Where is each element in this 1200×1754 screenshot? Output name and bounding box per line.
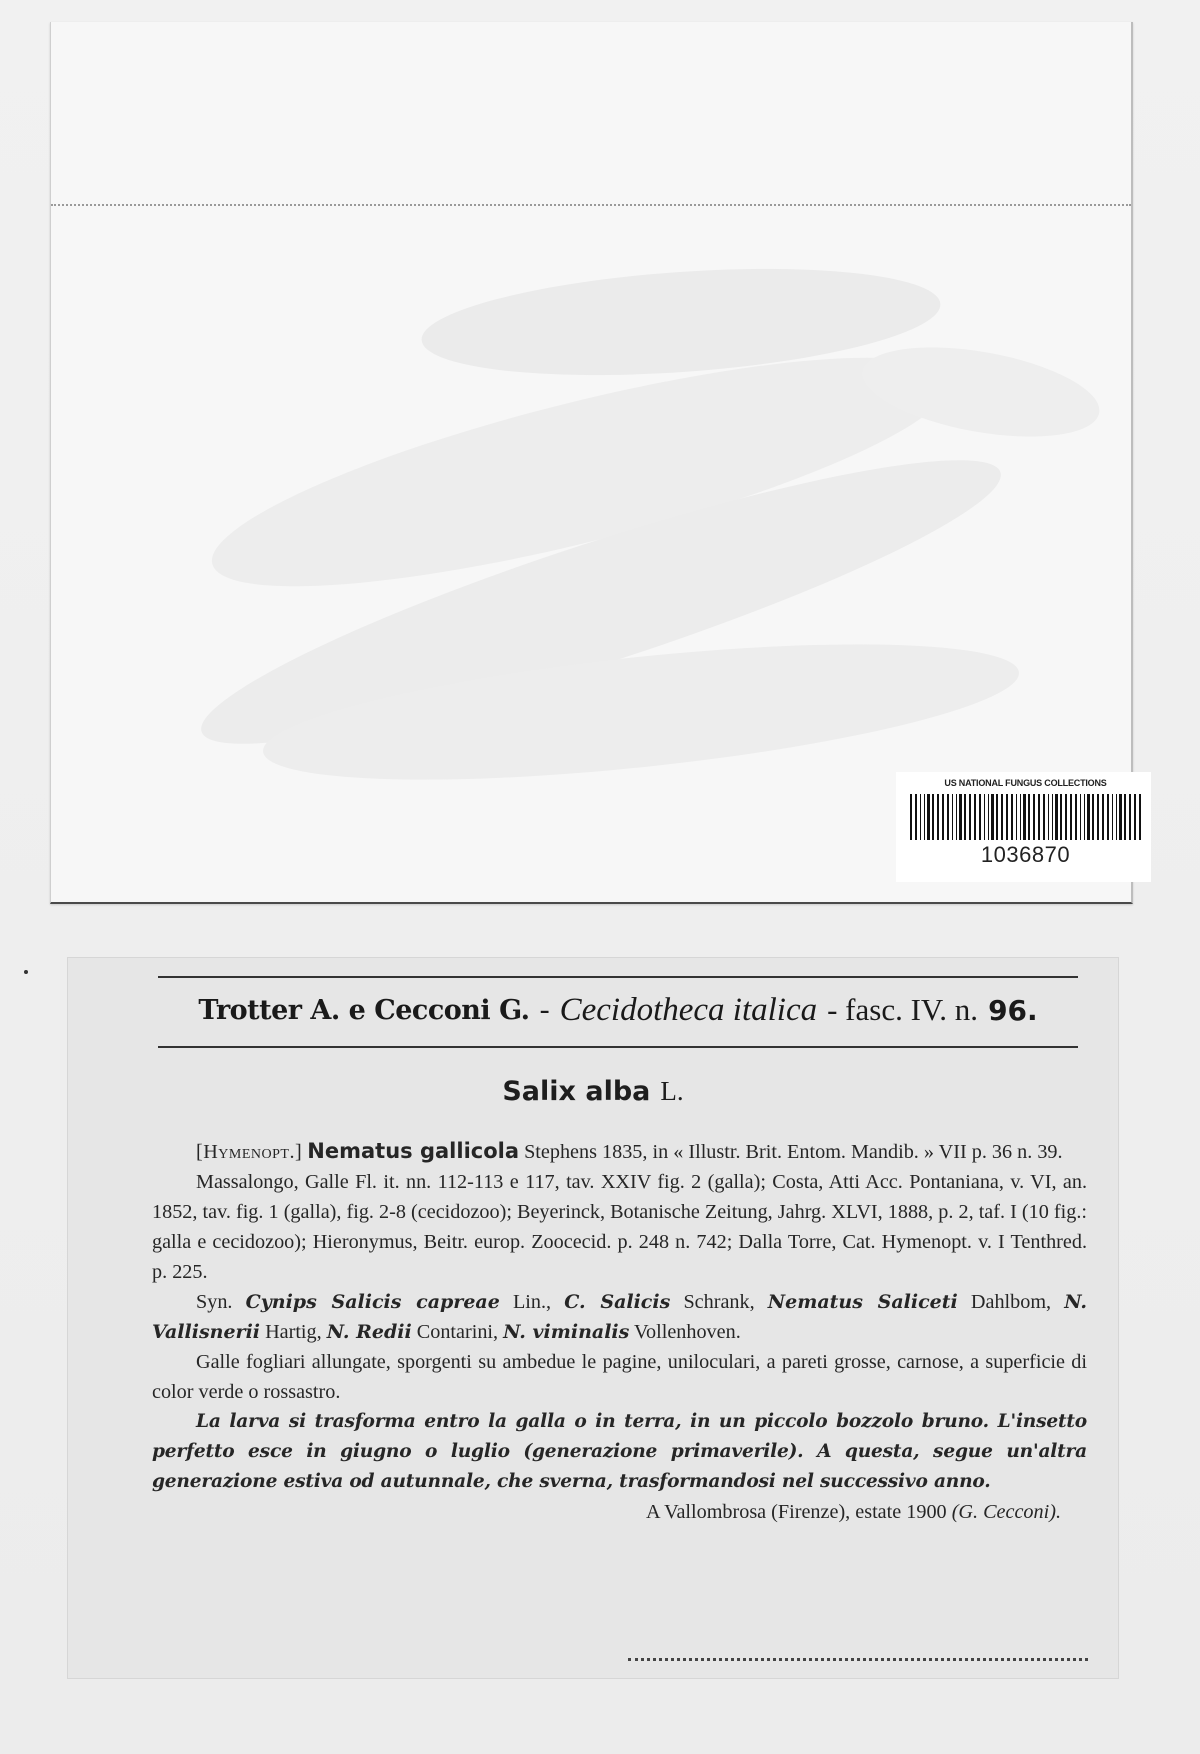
literature-paragraph: Massalongo, Galle Fl. it. nn. 112-113 e 117, tav. XXIV fig. 2 (galla); Costa, Atti Acc. Pontaniana, v. VI, an. 1852, tav. fig. 1 (galla), fig. 2-8 (cecidozoo); Beyerinck, Botanische Zeitung, Jahrg. XLVI, 1888, p. 2, taf. I (10 fig.: galla e cecidozoo); Hieronymus, Beitr. europ. Zoocecid. p. 248 n. 742; Dalla Torre, Cat. Hymenopt. v. I Tenthred. p. 225.	[152, 1171, 1087, 1283]
header-rule	[158, 1046, 1078, 1048]
synonym: Nematus Saliceti	[767, 1291, 958, 1313]
synonym-author: Vollenhoven.	[634, 1321, 741, 1343]
synonym: N. Redii	[326, 1321, 412, 1343]
locality: A Vallombrosa (Firenze), estate 1900	[645, 1501, 947, 1523]
collection-name: US NATIONAL FUNGUS COLLECTIONS	[944, 778, 1107, 788]
paper-speck	[24, 970, 28, 974]
barcode-number: 1036870	[980, 842, 1071, 867]
gall-maker-paragraph	[152, 1136, 1087, 1167]
synonym-author: Contarini,	[416, 1321, 499, 1343]
reference: Stephens 1835, in « Illustr. Brit. Entom. Mandib. » VII p. 36 n. 39.	[524, 1141, 1063, 1163]
synonym-author: Lin.,	[512, 1291, 552, 1313]
packet-fold-line	[51, 204, 1131, 206]
separator: -	[539, 993, 550, 1026]
synonym: Cynips Salicis capreae	[245, 1291, 500, 1313]
host-species	[68, 1076, 1118, 1107]
locality-line	[152, 1497, 1087, 1527]
exsiccata-number: 96.	[988, 993, 1038, 1027]
label-header	[158, 980, 1078, 1040]
syn-prefix: Syn.	[196, 1291, 233, 1313]
gall-maker-name: Nematus gallicola	[307, 1139, 520, 1163]
barcode	[908, 794, 1143, 840]
synonym-author: Dahlbom,	[970, 1291, 1052, 1313]
species-name: Salix alba	[502, 1076, 651, 1107]
specimen-packet	[50, 22, 1133, 904]
label-body	[152, 1136, 1087, 1527]
printed-label	[68, 958, 1118, 1678]
leaf-shadow-watermark	[161, 242, 1101, 842]
collector: (G. Cecconi).	[951, 1501, 1061, 1523]
order-tag: [Hymenopt.]	[196, 1141, 303, 1163]
fascicle: - fasc. IV. n.	[827, 992, 979, 1027]
synonym: N. viminalis	[503, 1321, 630, 1343]
synonyms-paragraph	[152, 1287, 1087, 1347]
bottom-dotted-rule	[628, 1658, 1088, 1661]
biology-paragraph: La larva si trasforma entro la galla o in terra, in un piccolo bozzolo bruno. L'insetto perfetto esce in giugno o luglio (generazione primaverile). A questa, segue un'altra generazione estiva od autunnale, che sverna, trasformandosi nel successivo anno.	[152, 1411, 1087, 1492]
series-title: Cecidotheca italica	[559, 991, 818, 1028]
species-author: L.	[660, 1076, 684, 1106]
barcode-label	[896, 772, 1151, 882]
synonym-author: Schrank,	[683, 1291, 755, 1313]
synonym: N. Vallisnerii	[152, 1291, 1088, 1343]
description-paragraph: Galle fogliari allungate, sporgenti su ambedue le pagine, uniloculari, a pareti grosse, carnose, a superficie di color verde o rossastro.	[152, 1351, 1087, 1403]
synonym-author: Hartig,	[265, 1321, 322, 1343]
top-rule	[158, 976, 1078, 978]
synonym: C. Salicis	[564, 1291, 671, 1313]
authors: Trotter A. e Cecconi G.	[198, 994, 530, 1026]
